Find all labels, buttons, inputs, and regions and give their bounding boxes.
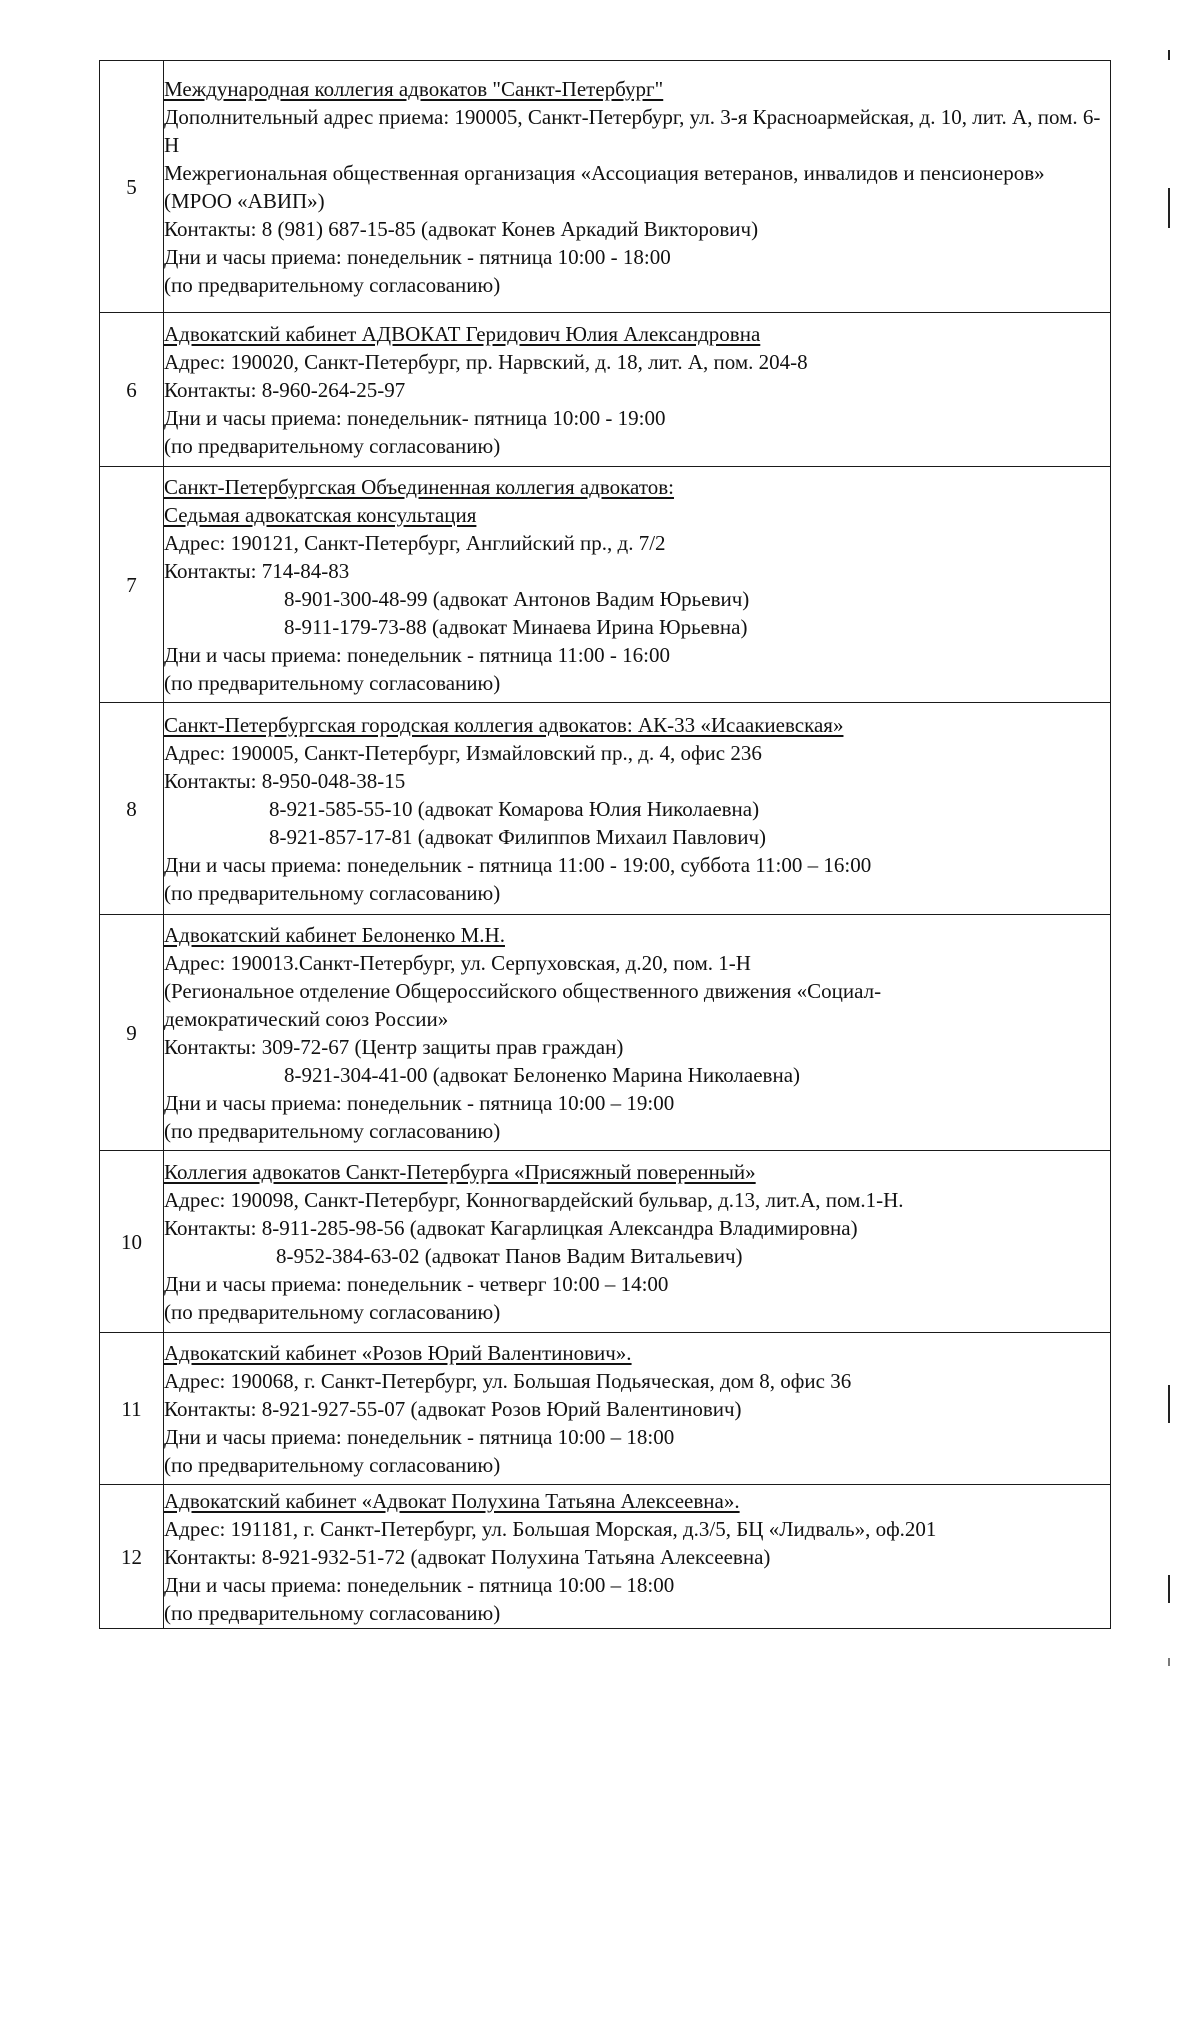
entry-address: Адрес: 190013.Санкт-Петербург, ул. Серпуховская, д.20, пом. 1-Н bbox=[164, 950, 751, 975]
entry-details bbox=[164, 467, 1111, 703]
entry-hours: Дни и часы приема: понедельник - пятница 10:00 - 18:00 bbox=[164, 244, 671, 269]
entry-contacts: Контакты: 8-950-048-38-15 bbox=[164, 768, 406, 793]
entry-note: (по предварительному согласованию) bbox=[164, 1299, 501, 1324]
entry-title: Коллегия адвокатов Санкт-Петербурга «Присяжный поверенный» bbox=[164, 1159, 756, 1184]
row-number: 10 bbox=[100, 1151, 164, 1333]
entry-title: Адвокатский кабинет АДВОКАТ Геридович Юлия Александровна bbox=[164, 321, 761, 346]
entry-note: (по предварительному согласованию) bbox=[164, 670, 501, 695]
entry-note: (по предварительному согласованию) bbox=[164, 1452, 501, 1477]
entry-organization: (Региональное отделение Общероссийского общественного движения «Социал-демократический союз России» bbox=[164, 978, 882, 1031]
entry-hours: Дни и часы приема: понедельник - пятница 11:00 - 19:00, суббота 11:00 – 16:00 bbox=[164, 852, 872, 877]
entry-title: Санкт-Петербургская Объединенная коллегия адвокатов: bbox=[164, 474, 674, 499]
entry-hours: Дни и часы приема: понедельник - пятница 10:00 – 18:00 bbox=[164, 1424, 675, 1449]
entry-note: (по предварительному согласованию) bbox=[164, 1118, 501, 1143]
entry-hours: Дни и часы приема: понедельник - пятница 11:00 - 16:00 bbox=[164, 642, 670, 667]
entry-contact-extra: 8-921-857-17-81 (адвокат Филиппов Михаил Павлович) bbox=[269, 824, 767, 849]
row-number: 8 bbox=[100, 703, 164, 915]
entry-title: Международная коллегия адвокатов "Санкт-Петербург" bbox=[164, 76, 664, 101]
entry-contacts: Контакты: 8-960-264-25-97 bbox=[164, 377, 406, 402]
entry-contacts: Контакты: 714-84-83 bbox=[164, 558, 350, 583]
entry-address: Адрес: 191181, г. Санкт-Петербург, ул. Большая Морская, д.3/5, БЦ «Лидваль», оф.201 bbox=[164, 1516, 937, 1541]
entry-contacts: Контакты: 8-921-927-55-07 (адвокат Розов Юрий Валентинович) bbox=[164, 1396, 742, 1421]
entry-details bbox=[164, 1151, 1111, 1333]
entry-note: (по предварительному согласованию) bbox=[164, 272, 501, 297]
scan-artifact bbox=[1168, 50, 1170, 60]
entry-contacts: Контакты: 8-921-932-51-72 (адвокат Полухина Татьяна Алексеевна) bbox=[164, 1544, 771, 1569]
entry-address: Дополнительный адрес приема: 190005, Санкт-Петербург, ул. 3-я Красноармейская, д. 10, лит. А, пом. 6-Н bbox=[164, 104, 1101, 157]
table-row bbox=[100, 1333, 1111, 1485]
entry-contact-extra: 8-901-300-48-99 (адвокат Антонов Вадим Юрьевич) bbox=[284, 586, 750, 611]
law-offices-table bbox=[99, 60, 1111, 1629]
entry-address: Адрес: 190121, Санкт-Петербург, Английский пр., д. 7/2 bbox=[164, 530, 666, 555]
scan-artifact bbox=[1168, 1658, 1170, 1666]
entry-hours: Дни и часы приема: понедельник - пятница 10:00 – 18:00 bbox=[164, 1572, 675, 1597]
table-row bbox=[100, 61, 1111, 313]
entry-address: Адрес: 190068, г. Санкт-Петербург, ул. Большая Подьяческая, дом 8, офис 36 bbox=[164, 1368, 852, 1393]
entry-title: Адвокатский кабинет «Адвокат Полухина Татьяна Алексеевна». bbox=[164, 1488, 740, 1513]
entry-details bbox=[164, 61, 1111, 313]
entry-note: (по предварительному согласованию) bbox=[164, 1600, 501, 1625]
entry-title: Адвокатский кабинет Белоненко М.Н. bbox=[164, 922, 505, 947]
entry-hours: Дни и часы приема: понедельник - пятница 10:00 – 19:00 bbox=[164, 1090, 675, 1115]
table-row bbox=[100, 915, 1111, 1151]
row-number: 11 bbox=[100, 1333, 164, 1485]
entry-note: (по предварительному согласованию) bbox=[164, 433, 501, 458]
scan-artifact bbox=[1168, 1575, 1170, 1603]
entry-title: Адвокатский кабинет «Розов Юрий Валентинович». bbox=[164, 1340, 632, 1365]
table-row bbox=[100, 703, 1111, 915]
entry-details bbox=[164, 703, 1111, 915]
row-number: 9 bbox=[100, 915, 164, 1151]
entry-address: Адрес: 190098, Санкт-Петербург, Конногвардейский бульвар, д.13, лит.А, пом.1-Н. bbox=[164, 1187, 904, 1212]
table-row bbox=[100, 1151, 1111, 1333]
table-row bbox=[100, 313, 1111, 467]
entry-details bbox=[164, 1333, 1111, 1485]
entry-hours: Дни и часы приема: понедельник- пятница 10:00 - 19:00 bbox=[164, 405, 666, 430]
entry-details bbox=[164, 915, 1111, 1151]
entry-contact-extra: 8-911-179-73-88 (адвокат Минаева Ирина Юрьевна) bbox=[284, 614, 748, 639]
entry-details bbox=[164, 1485, 1111, 1629]
table-row bbox=[100, 1485, 1111, 1629]
scan-artifact bbox=[1168, 188, 1170, 228]
entry-title: Санкт-Петербургская городская коллегия адвокатов: АК-33 «Исаакиевская» bbox=[164, 712, 844, 737]
row-number: 6 bbox=[100, 313, 164, 467]
row-number: 5 bbox=[100, 61, 164, 313]
table-row bbox=[100, 467, 1111, 703]
entry-contacts: Контакты: 8-911-285-98-56 (адвокат Кагарлицкая Александра Владимировна) bbox=[164, 1215, 858, 1240]
entry-details bbox=[164, 313, 1111, 467]
entry-contact-extra: 8-921-304-41-00 (адвокат Белоненко Марина Николаевна) bbox=[284, 1062, 801, 1087]
entry-contacts: Контакты: 309-72-67 (Центр защиты прав граждан) bbox=[164, 1034, 624, 1059]
entry-address: Адрес: 190020, Санкт-Петербург, пр. Нарвский, д. 18, лит. А, пом. 204-8 bbox=[164, 349, 808, 374]
entry-contacts: Контакты: 8 (981) 687-15-85 (адвокат Конев Аркадий Викторович) bbox=[164, 216, 759, 241]
entry-subtitle: Седьмая адвокатская консультация bbox=[164, 502, 477, 527]
row-number: 7 bbox=[100, 467, 164, 703]
scan-artifact bbox=[1168, 1385, 1170, 1423]
entry-contact-extra: 8-952-384-63-02 (адвокат Панов Вадим Витальевич) bbox=[276, 1243, 743, 1268]
entry-hours: Дни и часы приема: понедельник - четверг 10:00 – 14:00 bbox=[164, 1271, 669, 1296]
entry-organization: Межрегиональная общественная организация «Ассоциация ветеранов, инвалидов и пенсионеров» (МРОО «АВИП») bbox=[164, 160, 1045, 213]
row-number: 12 bbox=[100, 1485, 164, 1629]
entry-note: (по предварительному согласованию) bbox=[164, 880, 501, 905]
entry-contact-extra: 8-921-585-55-10 (адвокат Комарова Юлия Николаевна) bbox=[269, 796, 760, 821]
entry-address: Адрес: 190005, Санкт-Петербург, Измайловский пр., д. 4, офис 236 bbox=[164, 740, 762, 765]
